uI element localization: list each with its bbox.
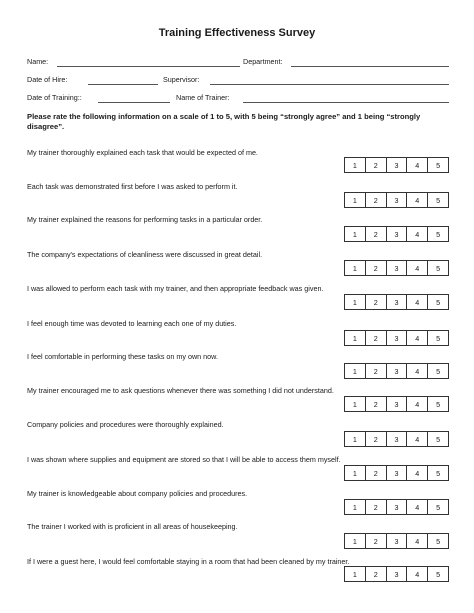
rating-option[interactable]: 4 — [407, 567, 428, 581]
rating-scale-4[interactable] — [344, 260, 449, 276]
rating-scale-10[interactable] — [344, 465, 449, 481]
rating-option[interactable]: 2 — [366, 397, 387, 411]
rating-scale-6[interactable] — [344, 330, 449, 346]
rating-option[interactable]: 3 — [387, 261, 408, 275]
rating-option[interactable]: 5 — [436, 399, 441, 409]
rating-option[interactable]: 5 — [436, 229, 441, 239]
question-1: My trainer thoroughly explained each task that would be expected of me. — [27, 148, 258, 157]
rating-option[interactable]: 4 — [407, 534, 428, 548]
rating-option[interactable]: 5 — [436, 333, 441, 343]
question-11: My trainer is knowledgeable about company policies and procedures. — [27, 489, 248, 498]
rating-option[interactable]: 1 — [345, 500, 366, 514]
rating-option[interactable]: 2 — [366, 364, 387, 378]
question-5: I was allowed to perform each task with my trainer, and then appropriate feedback was given. — [27, 284, 324, 293]
rating-option[interactable]: 4 — [407, 193, 428, 207]
rating-option[interactable]: 2 — [366, 466, 387, 480]
question-12: The trainer I worked with is proficient in all areas of housekeeping. — [27, 522, 238, 531]
rating-scale-13[interactable] — [344, 566, 449, 582]
rating-option[interactable]: 1 — [345, 567, 366, 581]
rating-option[interactable]: 2 — [366, 295, 387, 309]
rating-option[interactable]: 3 — [387, 193, 408, 207]
rating-option[interactable]: 2 — [366, 432, 387, 446]
rating-option[interactable]: 2 — [366, 261, 387, 275]
rating-option[interactable]: 5 — [436, 569, 441, 579]
name-of-trainer-label: Name of Trainer: — [176, 93, 230, 102]
rating-scale-11[interactable] — [344, 499, 449, 515]
rating-option[interactable]: 5 — [436, 468, 441, 478]
rating-option[interactable]: 5 — [436, 195, 441, 205]
rating-option[interactable]: 2 — [366, 193, 387, 207]
rating-scale-12[interactable] — [344, 533, 449, 549]
rating-scale-7[interactable] — [344, 363, 449, 379]
rating-option[interactable]: 3 — [387, 158, 408, 172]
rating-option[interactable]: 4 — [407, 158, 428, 172]
rating-option[interactable]: 1 — [345, 534, 366, 548]
name-label: Name: — [27, 57, 49, 66]
rating-option[interactable]: 5 — [436, 297, 441, 307]
rating-option[interactable]: 3 — [387, 364, 408, 378]
rating-option[interactable]: 1 — [345, 466, 366, 480]
rating-option[interactable]: 3 — [387, 466, 408, 480]
question-9: Company policies and procedures were thoroughly explained. — [27, 420, 224, 429]
question-2: Each task was demonstrated first before I was asked to perform it. — [27, 182, 238, 191]
rating-option[interactable]: 2 — [366, 158, 387, 172]
rating-option[interactable]: 1 — [345, 397, 366, 411]
date-of-hire-field[interactable] — [88, 84, 158, 85]
question-4: The company's expectations of cleanliness were discussed in great detail. — [27, 250, 263, 259]
rating-option[interactable]: 5 — [436, 263, 441, 273]
question-8: My trainer encouraged me to ask questions whenever there was something I did not understand. — [27, 386, 334, 395]
rating-scale-5[interactable] — [344, 294, 449, 310]
rating-option[interactable]: 3 — [387, 227, 408, 241]
rating-scale-9[interactable] — [344, 431, 449, 447]
rating-option[interactable]: 3 — [387, 534, 408, 548]
rating-option[interactable]: 1 — [345, 331, 366, 345]
question-13: If I were a guest here, I would feel comfortable staying in a room that had been cleaned by my trainer. — [27, 557, 350, 566]
question-3: My trainer explained the reasons for performing tasks in a particular order. — [27, 215, 263, 224]
rating-option[interactable]: 4 — [407, 295, 428, 309]
question-10: I was shown where supplies and equipment are stored so that I will be able to access them myself. — [27, 455, 341, 464]
rating-option[interactable]: 3 — [387, 331, 408, 345]
department-field[interactable] — [291, 66, 449, 67]
department-label: Department: — [243, 57, 283, 66]
supervisor-field[interactable] — [210, 84, 449, 85]
question-6: I feel enough time was devoted to learning each one of my duties. — [27, 319, 237, 328]
rating-option[interactable]: 4 — [407, 500, 428, 514]
rating-option[interactable]: 1 — [345, 261, 366, 275]
rating-option[interactable]: 5 — [436, 502, 441, 512]
name-field[interactable] — [57, 66, 240, 67]
date-of-training-field[interactable] — [98, 102, 170, 103]
rating-scale-3[interactable] — [344, 226, 449, 242]
rating-scale-1[interactable] — [344, 157, 449, 173]
rating-scale-2[interactable] — [344, 192, 449, 208]
rating-option[interactable]: 3 — [387, 500, 408, 514]
rating-option[interactable]: 5 — [436, 160, 441, 170]
rating-option[interactable]: 2 — [366, 500, 387, 514]
rating-option[interactable]: 4 — [407, 227, 428, 241]
rating-scale-8[interactable] — [344, 396, 449, 412]
rating-option[interactable]: 1 — [345, 158, 366, 172]
rating-option[interactable]: 4 — [407, 261, 428, 275]
rating-option[interactable]: 3 — [387, 432, 408, 446]
rating-option[interactable]: 1 — [345, 227, 366, 241]
rating-option[interactable]: 3 — [387, 295, 408, 309]
rating-option[interactable]: 1 — [345, 364, 366, 378]
rating-option[interactable]: 1 — [345, 193, 366, 207]
rating-option[interactable]: 4 — [407, 364, 428, 378]
rating-option[interactable]: 1 — [345, 432, 366, 446]
rating-option[interactable]: 5 — [436, 536, 441, 546]
name-of-trainer-field[interactable] — [243, 102, 449, 103]
rating-option[interactable]: 2 — [366, 331, 387, 345]
rating-option[interactable]: 2 — [366, 567, 387, 581]
rating-option[interactable]: 4 — [407, 331, 428, 345]
rating-option[interactable]: 5 — [436, 434, 441, 444]
rating-option[interactable]: 4 — [407, 397, 428, 411]
rating-option[interactable]: 2 — [366, 227, 387, 241]
rating-option[interactable]: 4 — [407, 432, 428, 446]
supervisor-label: Supervisor: — [163, 75, 200, 84]
rating-option[interactable]: 3 — [387, 397, 408, 411]
date-of-hire-label: Date of Hire: — [27, 75, 68, 84]
question-7: I feel comfortable in performing these tasks on my own now. — [27, 352, 218, 361]
rating-option[interactable]: 4 — [407, 466, 428, 480]
date-of-training-label: Date of Training:: — [27, 93, 82, 102]
rating-option[interactable]: 2 — [366, 534, 387, 548]
instructions: Please rate the following information on a scale of 1 to 5, with 5 being “strongly agree” and 1 being “strongly disagree”. — [27, 112, 421, 131]
survey-title: Training Effectiveness Survey — [158, 27, 316, 39]
rating-option[interactable]: 5 — [436, 366, 441, 376]
rating-option[interactable]: 1 — [345, 295, 366, 309]
rating-option[interactable]: 3 — [387, 567, 408, 581]
